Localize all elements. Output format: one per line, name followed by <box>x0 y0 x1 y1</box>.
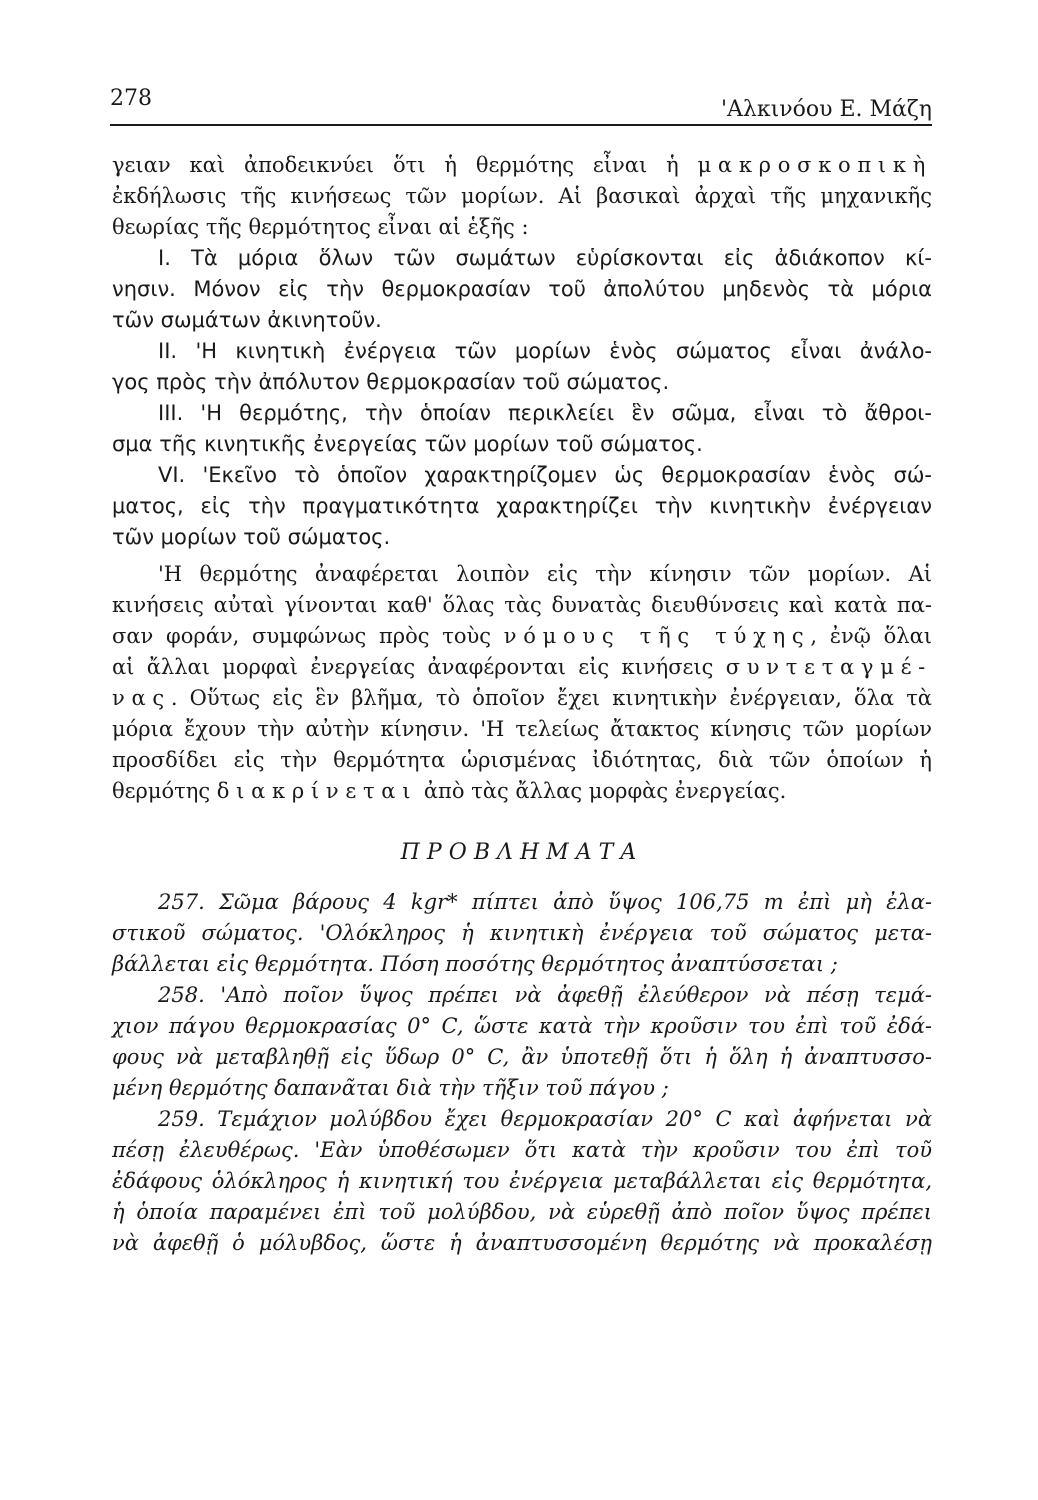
problem-259: 259. Τεμάχιον μολύβδου ἔχει θερμοκρασίαν 20° C καὶ ἀφήνεται νὰ πέσῃ ἐλευθέρως. 'Εὰν ὑποθέσωμεν ὅτι κατὰ τὴν κροῦσιν του ἐπὶ τοῦ ἐδάφους ὁλόκληρος ἡ κινητική του ἐνέργεια μεταβάλλεται εἰς θερμότητα, ἡ ὁποία παραμένει ἐπὶ τοῦ μολύβδου, νὰ εὑρεθῇ ἀπὸ ποῖον ὕψος πρέπει νὰ ἀφεθῇ ὁ μόλυβδος, ὥστε ἡ ἀναπτυσσομένη θερμότης νὰ προκαλέσῃ <box>112 1107 932 1255</box>
header-rule <box>110 124 932 126</box>
problem-258: 258. 'Απὸ ποῖον ὕψος πρέπει νὰ ἀφεθῇ ἐλεύθερον νὰ πέσῃ τεμά- χιον πάγου θερμοκρασίας 0° C, ὥστε κατὰ τὴν κροῦσιν του ἐπὶ τοῦ ἐδά- φους νὰ μεταβληθῇ εἰς ὕδωρ 0° C, ἂν ὑποτεθῇ ὅτι ἡ ὅλη ἡ ἀναπτυσσο- μένη θερμότης δαπανᾶται διὰ τὴν τῆξιν τοῦ πάγου ; <box>112 983 932 1100</box>
spaced-emphasis: μακροσκοπικὴ <box>697 153 932 177</box>
principle-2: ΙΙ. 'Η κινητικὴ ἐνέργεια τῶν μορίων ἑνὸς σώματος εἶναι ἀνάλο- γος πρὸς τὴν ἀπόλυτον θερμοκρασίαν τοῦ σώματος. <box>112 339 932 394</box>
spaced-emphasis: συντεταγμέ- <box>725 655 932 679</box>
text-line: γειαν καὶ ἀποδεικνύει ὅτι ἡ θερμότης εἶναι ἡ μακροσκοπικὴ <box>112 153 932 177</box>
principle-4: VI. 'Εκεῖνο τὸ ὁποῖον χαρακτηρίζομεν ὡς θερμοκρασίαν ἑνὸς σώ- ματος, εἰς τὴν πραγματικότητα χαρακτηρίζει τὴν κινητικὴν ἐνέργειαν τῶν μορίων τοῦ σώματος. <box>112 463 932 549</box>
principle-3: ΙΙΙ. 'Η θερμότης, τὴν ὁποίαν περικλείει ἓν σῶμα, εἶναι τὸ ἄθροι- σμα τῆς κινητικῆς ἐνεργείας τῶν μορίων τοῦ σώματος. <box>112 401 932 456</box>
text-line: ἐκδήλωσις τῆς κινήσεως τῶν μορίων. Αἱ βασικαὶ ἀρχαὶ τῆς μηχανικῆς <box>112 184 932 208</box>
problems-heading: ΠΡΟΒΛΗΜΑΤΑ <box>400 840 644 865</box>
principle-1: Ι. Τὰ μόρια ὅλων τῶν σωμάτων εὑρίσκονται εἰς ἀδιάκοπον κί- νησιν. Μόνον εἰς τὴν θερμοκρασίαν τοῦ ἀπολύτου μηδενὸς τὰ μόρια τῶν σωμάτων ἀκινητοῦν. <box>112 246 932 332</box>
page-number: 278 <box>110 86 152 111</box>
text-line: θεωρίας τῆς θερμότητος εἶναι αἱ ἑξῆς : <box>112 215 529 239</box>
principles-list <box>112 243 932 553</box>
problem-257: 257. Σῶμα βάρους 4 kgr* πίπτει ἀπὸ ὕψος 106,75 m ἐπὶ μὴ ἐλα- στικοῦ σώματος. 'Ολόκληρος ἡ κινητικὴ ἐνέργεια τοῦ σώματος μετα- βάλλεται εἰς θερμότητα. Πόση ποσότης θερμότητος ἀναπτύσσεται ; <box>112 890 932 976</box>
spaced-emphasis: νόμους τῆς τύχης <box>503 624 811 648</box>
intro-paragraph <box>112 150 932 243</box>
page-body <box>112 150 932 1259</box>
problems-list <box>112 887 932 1259</box>
spaced-emphasis: διακρίνεται <box>216 779 418 803</box>
running-title: 'Αλκινόου Ε. Μάζη <box>720 97 932 122</box>
spaced-emphasis: νας <box>112 686 171 710</box>
heat-paragraph: 'Η θερμότης ἀναφέρεται λοιπὸν εἰς τὴν κίνησιν τῶν μορίων. Αἱ κινήσεις αὐταὶ γίνονται καθ' ὅλας τὰς δυνατὰς διευθύνσεις καὶ κατὰ πα- σαν φοράν, συμφώνως πρὸς τοὺς νόμους τῆς τύχης, ἐνῷ ὅλαι αἱ ἄλλαι μορφαὶ ἐνεργείας ἀναφέρονται εἰς κινήσεις συντεταγμέ- νας. Οὕτως εἰς ἓν βλῆμα, τὸ ὁποῖον ἔχει κινητικὴν ἐνέργειαν, ὅλα τὰ μόρια ἔχουν τὴν αὐτὴν κίνησιν. 'Η τελείως ἄτακτος κίνησις τῶν μορίων προσδίδει εἰς τὴν θερμότητα ὡρισμένας ἰδιότητας, διὰ τῶν ὁποίων ἡ θερμότης διακρίνεται ἀπὸ τὰς ἄλλας μορφὰς ἐνεργείας. <box>112 562 932 803</box>
